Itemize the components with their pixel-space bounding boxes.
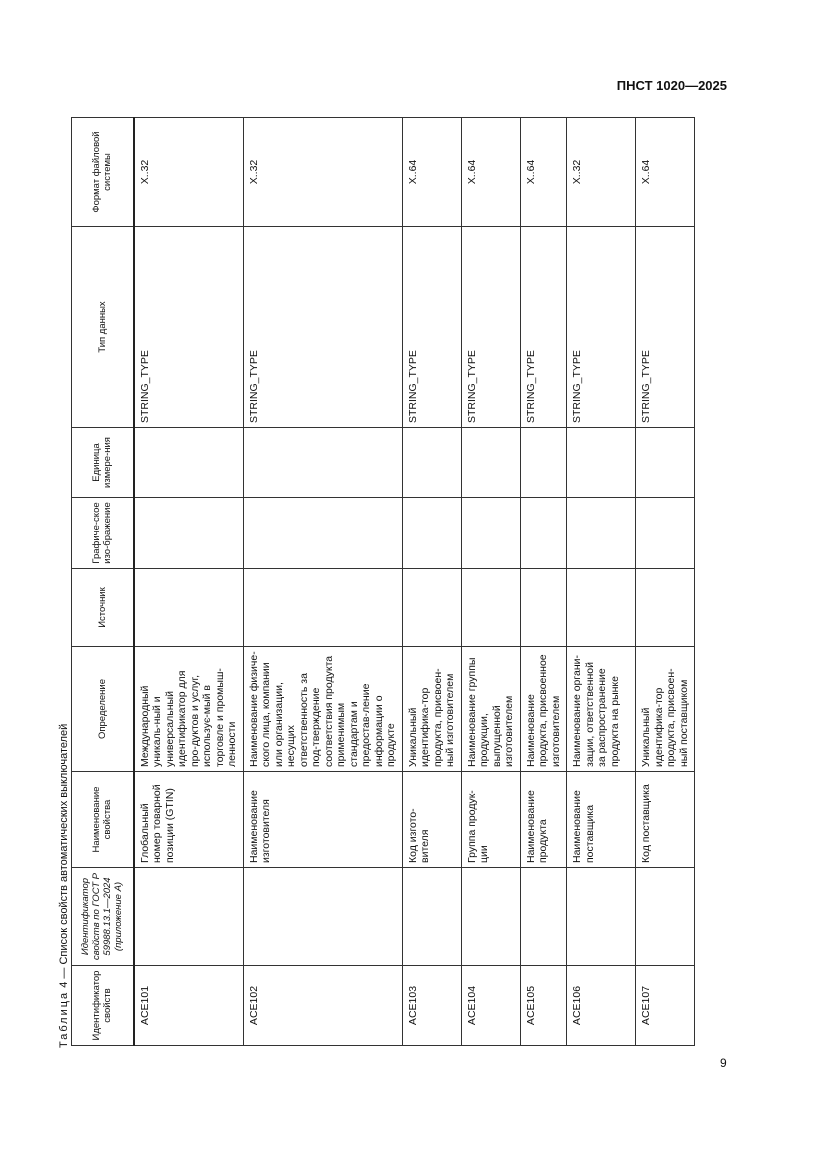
cell-image	[243, 498, 402, 569]
cell-name: Глобальный номер товарной позиции (GTIN)	[134, 772, 244, 868]
table-row	[636, 118, 695, 1046]
cell-name: Наименование поставщика	[567, 772, 636, 868]
cell-source	[567, 569, 636, 647]
cell-def: Наименование органи-зации, ответственной за распространение продукта на рынке	[567, 647, 636, 772]
cell-id: ACE104	[461, 966, 520, 1046]
cell-format: X..32	[243, 118, 402, 227]
table-row	[402, 118, 461, 1046]
cell-unit	[520, 428, 567, 498]
cell-id: ACE105	[520, 966, 567, 1046]
cell-gost	[461, 868, 520, 966]
table-row	[134, 118, 244, 1046]
cell-image	[567, 498, 636, 569]
cell-def: Уникальный идентифика-тор продукта, присвоен-ный поставщиком	[636, 647, 695, 772]
cell-def: Международный уникаль-ный и универсальный идентификатор для про-дуктов и услуг, использує-мый в торговле и промыш-ленности	[134, 647, 244, 772]
header-cell: Источник	[72, 569, 134, 647]
cell-source	[243, 569, 402, 647]
cell-gost	[134, 868, 244, 966]
header-cell: Формат файловой системы	[72, 118, 134, 227]
cell-name: Код изгото-вителя	[402, 772, 461, 868]
cell-image	[134, 498, 244, 569]
cell-type: STRING_TYPE	[636, 227, 695, 428]
cell-source	[461, 569, 520, 647]
cell-type: STRING_TYPE	[461, 227, 520, 428]
cell-format: X..64	[636, 118, 695, 227]
cell-unit	[636, 428, 695, 498]
table-row	[461, 118, 520, 1046]
cell-gost	[520, 868, 567, 966]
properties-table	[71, 117, 695, 1046]
header-cell: Графиче-ское изо-бражение	[72, 498, 134, 569]
cell-unit	[461, 428, 520, 498]
cell-type: STRING_TYPE	[402, 227, 461, 428]
cell-unit	[243, 428, 402, 498]
page-number: 9	[720, 1056, 727, 1070]
cell-id: ACE103	[402, 966, 461, 1046]
cell-name: Наименование изготовителя	[243, 772, 402, 868]
cell-name: Наименование продукта	[520, 772, 567, 868]
header-cell: Идентификатор свойств	[72, 966, 134, 1046]
cell-def: Наименование физиче-ского лица, компании или организации, несущих ответственность за под-тверждение соответствия продукта применимым стандартам и предостав-ление информации о продукте	[243, 647, 402, 772]
cell-id: ACE101	[134, 966, 244, 1046]
cell-format: X..32	[567, 118, 636, 227]
cell-unit	[134, 428, 244, 498]
cell-id: ACE106	[567, 966, 636, 1046]
cell-type: STRING_TYPE	[243, 227, 402, 428]
cell-format: X..64	[402, 118, 461, 227]
cell-gost	[402, 868, 461, 966]
caption-title: — Список свойств автоматических выключателей	[58, 723, 70, 982]
table-row	[243, 118, 402, 1046]
cell-image	[461, 498, 520, 569]
cell-name: Код поставщика	[636, 772, 695, 868]
cell-name: Группа продук-ции	[461, 772, 520, 868]
cell-type: STRING_TYPE	[520, 227, 567, 428]
header-cell: Тип данных	[72, 227, 134, 428]
header-cell: Единица измере-ния	[72, 428, 134, 498]
cell-source	[636, 569, 695, 647]
cell-format: X..32	[134, 118, 244, 227]
cell-source	[402, 569, 461, 647]
table-header-row	[72, 118, 134, 1046]
cell-gost	[567, 868, 636, 966]
cell-image	[636, 498, 695, 569]
cell-def: Наименование группы продукции, выпущенной изготовителем	[461, 647, 520, 772]
table-row	[567, 118, 636, 1046]
cell-gost	[636, 868, 695, 966]
cell-unit	[402, 428, 461, 498]
cell-image	[402, 498, 461, 569]
cell-source	[134, 569, 244, 647]
cell-format: X..64	[520, 118, 567, 227]
caption-prefix: Таблица	[58, 990, 70, 1048]
cell-unit	[567, 428, 636, 498]
cell-type: STRING_TYPE	[134, 227, 244, 428]
cell-format: X..64	[461, 118, 520, 227]
document-number: ПНСТ 1020—2025	[616, 78, 727, 93]
header-cell: Определение	[72, 647, 134, 772]
cell-type: STRING_TYPE	[567, 227, 636, 428]
table-row	[520, 118, 567, 1046]
cell-id: ACE102	[243, 966, 402, 1046]
cell-def: Наименование продукта, присвоенное изготовителем	[520, 647, 567, 772]
caption-number: 4	[58, 981, 70, 988]
properties-table-container	[71, 118, 690, 1046]
cell-image	[520, 498, 567, 569]
cell-gost	[243, 868, 402, 966]
cell-id: ACE107	[636, 966, 695, 1046]
cell-source	[520, 569, 567, 647]
header-cell: Наименование свойства	[72, 772, 134, 868]
header-cell: Идентификатор свойств по ГОСТ Р 59988.13.1—2024 (приложение А)	[72, 868, 134, 966]
cell-def: Уникальный идентифика-тор продукта, присвоен-ный изготовителем	[402, 647, 461, 772]
